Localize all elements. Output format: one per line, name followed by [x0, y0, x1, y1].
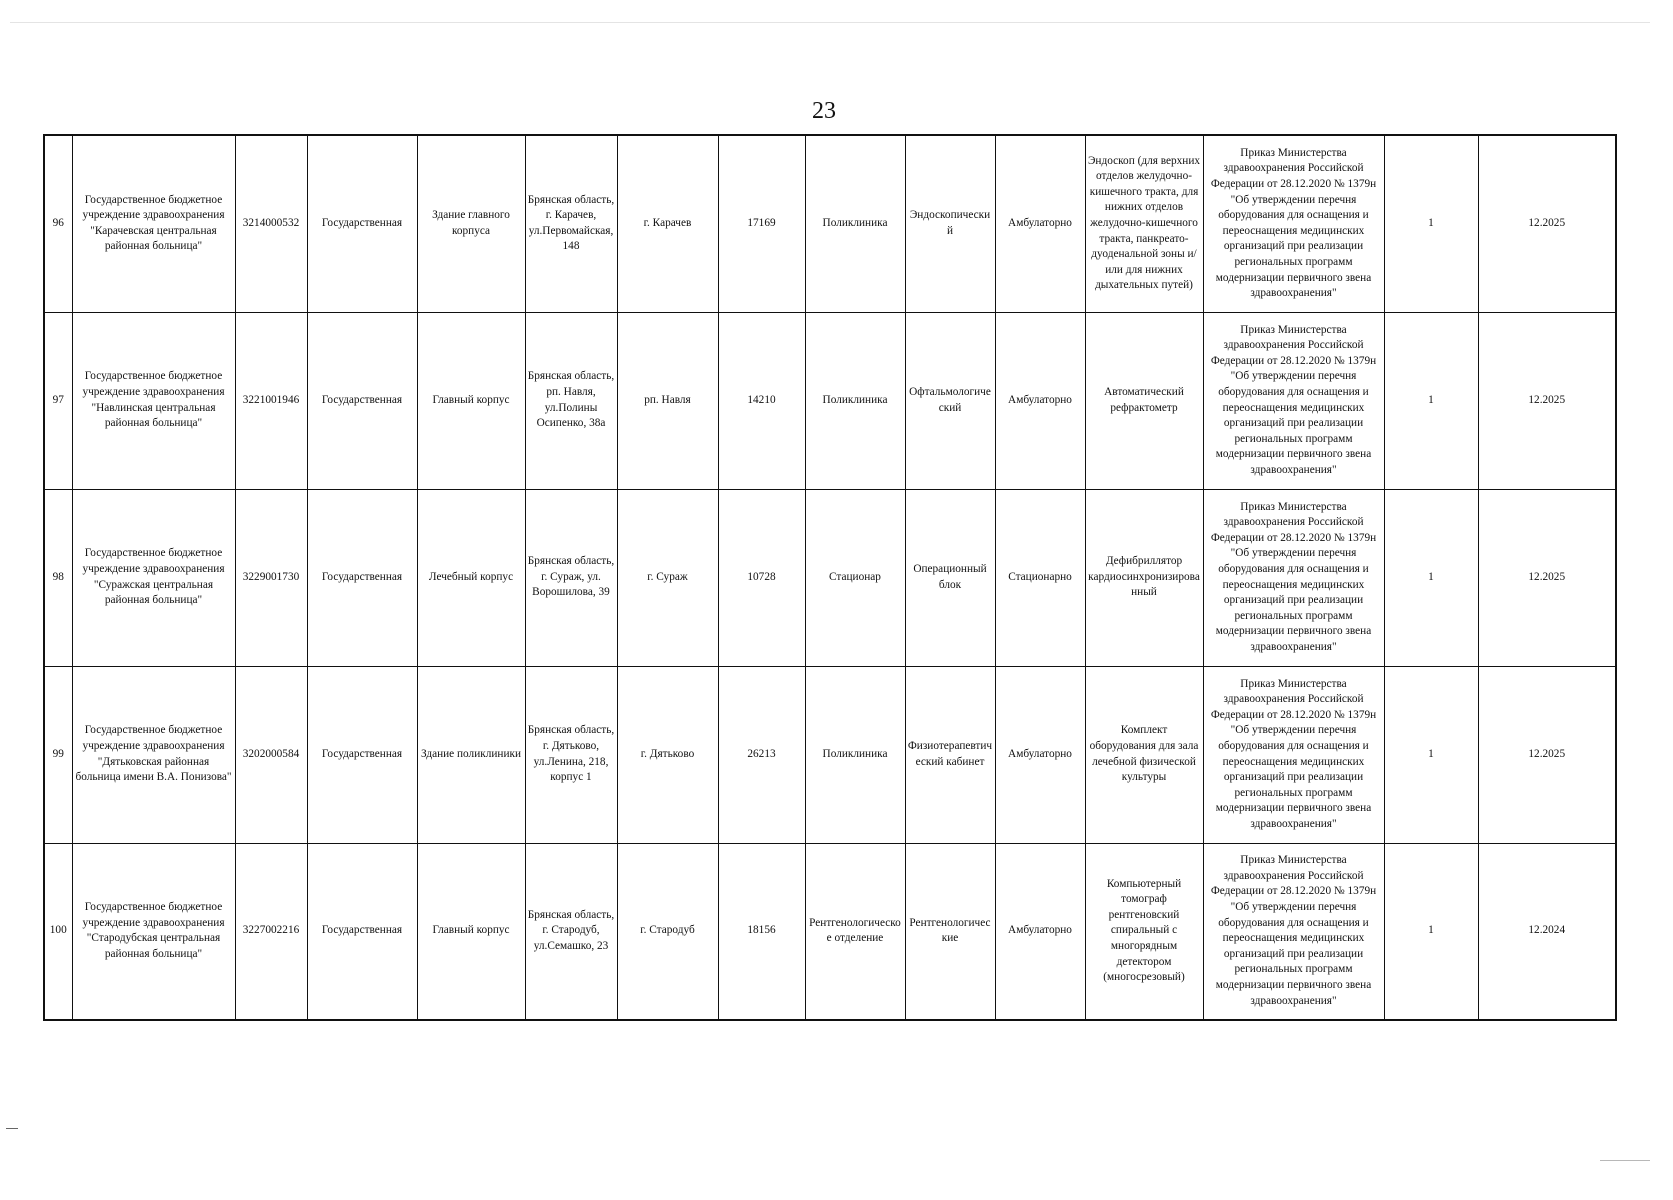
address: Брянская область, г. Стародуб, ул.Семашко, 23	[525, 843, 617, 1020]
ownership-form: Государственная	[307, 666, 417, 843]
legal-basis: Приказ Министерства здравоохранения Российской Федерации от 28.12.2020 № 1379н "Об утверждении перечня оборудования для оснащения и переоснащения медицинских организаций при реализации региональных программ модернизации первичного звена здравоохранения"	[1203, 489, 1384, 666]
institution-name: Государственное бюджетное учреждение здравоохранения "Карачевская центральная районная больница"	[72, 135, 235, 312]
locality: рп. Навля	[617, 312, 718, 489]
subdivision: Стационар	[805, 489, 905, 666]
legal-basis: Приказ Министерства здравоохранения Российской Федерации от 28.12.2020 № 1379н "Об утверждении перечня оборудования для оснащения и переоснащения медицинских организаций при реализации региональных программ модернизации первичного звена здравоохранения"	[1203, 312, 1384, 489]
quantity: 1	[1384, 843, 1478, 1020]
ownership-form: Государственная	[307, 312, 417, 489]
care-form: Амбулаторно	[995, 312, 1085, 489]
ownership-form: Государственная	[307, 489, 417, 666]
population: 17169	[718, 135, 805, 312]
department: Рентгенологические	[905, 843, 995, 1020]
locality: г. Карачев	[617, 135, 718, 312]
population: 26213	[718, 666, 805, 843]
locality: г. Сураж	[617, 489, 718, 666]
department: Эндоскопический	[905, 135, 995, 312]
scan-margin-mark	[6, 1128, 18, 1129]
legal-basis: Приказ Министерства здравоохранения Российской Федерации от 28.12.2020 № 1379н "Об утверждении перечня оборудования для оснащения и переоснащения медицинских организаций при реализации региональных программ модернизации первичного звена здравоохранения"	[1203, 135, 1384, 312]
subdivision: Поликлиника	[805, 135, 905, 312]
table-row	[44, 135, 1616, 312]
legal-basis: Приказ Министерства здравоохранения Российской Федерации от 28.12.2020 № 1379н "Об утверждении перечня оборудования для оснащения и переоснащения медицинских организаций при реализации региональных программ модернизации первичного звена здравоохранения"	[1203, 843, 1384, 1020]
care-form: Стационарно	[995, 489, 1085, 666]
address: Брянская область, г. Дятьково, ул.Ленина, 218, корпус 1	[525, 666, 617, 843]
institution-name: Государственное бюджетное учреждение здравоохранения "Навлинская центральная районная больница"	[72, 312, 235, 489]
deadline: 12.2025	[1478, 135, 1616, 312]
building-name: Здание поликлиники	[417, 666, 525, 843]
quantity: 1	[1384, 135, 1478, 312]
row-number: 99	[44, 666, 72, 843]
population: 10728	[718, 489, 805, 666]
row-number: 100	[44, 843, 72, 1020]
department: Операционный блок	[905, 489, 995, 666]
address: Брянская область, г. Карачев, ул.Первомайская, 148	[525, 135, 617, 312]
inn: 3229001730	[235, 489, 307, 666]
building-name: Главный корпус	[417, 843, 525, 1020]
ownership-form: Государственная	[307, 843, 417, 1020]
deadline: 12.2025	[1478, 312, 1616, 489]
inn: 3227002216	[235, 843, 307, 1020]
page-number: 23	[812, 98, 836, 124]
deadline: 12.2025	[1478, 666, 1616, 843]
building-name: Лечебный корпус	[417, 489, 525, 666]
locality: г. Дятьково	[617, 666, 718, 843]
locality: г. Стародуб	[617, 843, 718, 1020]
equipment-name: Эндоскоп (для верхних отделов желудочно-кишечного тракта, для нижних отделов желудочно-кишечного тракта, панкреато-дуоденальной зоны и/или для нижних дыхательных путей)	[1085, 135, 1203, 312]
care-form: Амбулаторно	[995, 666, 1085, 843]
legal-basis: Приказ Министерства здравоохранения Российской Федерации от 28.12.2020 № 1379н "Об утверждении перечня оборудования для оснащения и переоснащения медицинских организаций при реализации региональных программ модернизации первичного звена здравоохранения"	[1203, 666, 1384, 843]
table-row	[44, 312, 1616, 489]
institution-name: Государственное бюджетное учреждение здравоохранения "Дятьковская районная больница имени В.А. Понизова"	[72, 666, 235, 843]
inn: 3221001946	[235, 312, 307, 489]
equipment-name: Дефибриллятор кардиосинхронизированный	[1085, 489, 1203, 666]
scan-edge-artifact	[10, 22, 1650, 23]
deadline: 12.2024	[1478, 843, 1616, 1020]
quantity: 1	[1384, 312, 1478, 489]
institution-name: Государственное бюджетное учреждение здравоохранения "Стародубская центральная районная больница"	[72, 843, 235, 1020]
table-row	[44, 666, 1616, 843]
inn: 3214000532	[235, 135, 307, 312]
row-number: 97	[44, 312, 72, 489]
equipment-name: Комплект оборудования для зала лечебной физической культуры	[1085, 666, 1203, 843]
deadline: 12.2025	[1478, 489, 1616, 666]
subdivision: Поликлиника	[805, 312, 905, 489]
quantity: 1	[1384, 489, 1478, 666]
department: Физиотерапевтический кабинет	[905, 666, 995, 843]
institution-name: Государственное бюджетное учреждение здравоохранения "Суражская центральная районная больница"	[72, 489, 235, 666]
building-name: Здание главного корпуса	[417, 135, 525, 312]
row-number: 96	[44, 135, 72, 312]
care-form: Амбулаторно	[995, 135, 1085, 312]
population: 18156	[718, 843, 805, 1020]
subdivision: Поликлиника	[805, 666, 905, 843]
ownership-form: Государственная	[307, 135, 417, 312]
address: Брянская область, рп. Навля, ул.Полины Осипенко, 38а	[525, 312, 617, 489]
subdivision: Рентгенологическое отделение	[805, 843, 905, 1020]
population: 14210	[718, 312, 805, 489]
quantity: 1	[1384, 666, 1478, 843]
inn: 3202000584	[235, 666, 307, 843]
table-row	[44, 489, 1616, 666]
department: Офтальмологический	[905, 312, 995, 489]
equipment-name: Компьютерный томограф рентгеновский спиральный с многорядным детектором (многосрезовый)	[1085, 843, 1203, 1020]
care-form: Амбулаторно	[995, 843, 1085, 1020]
address: Брянская область, г. Сураж, ул. Ворошилова, 39	[525, 489, 617, 666]
equipment-registry-table	[43, 134, 1617, 1021]
building-name: Главный корпус	[417, 312, 525, 489]
table-row	[44, 843, 1616, 1020]
scan-margin-mark	[1600, 1160, 1650, 1161]
row-number: 98	[44, 489, 72, 666]
equipment-name: Автоматический рефрактометр	[1085, 312, 1203, 489]
